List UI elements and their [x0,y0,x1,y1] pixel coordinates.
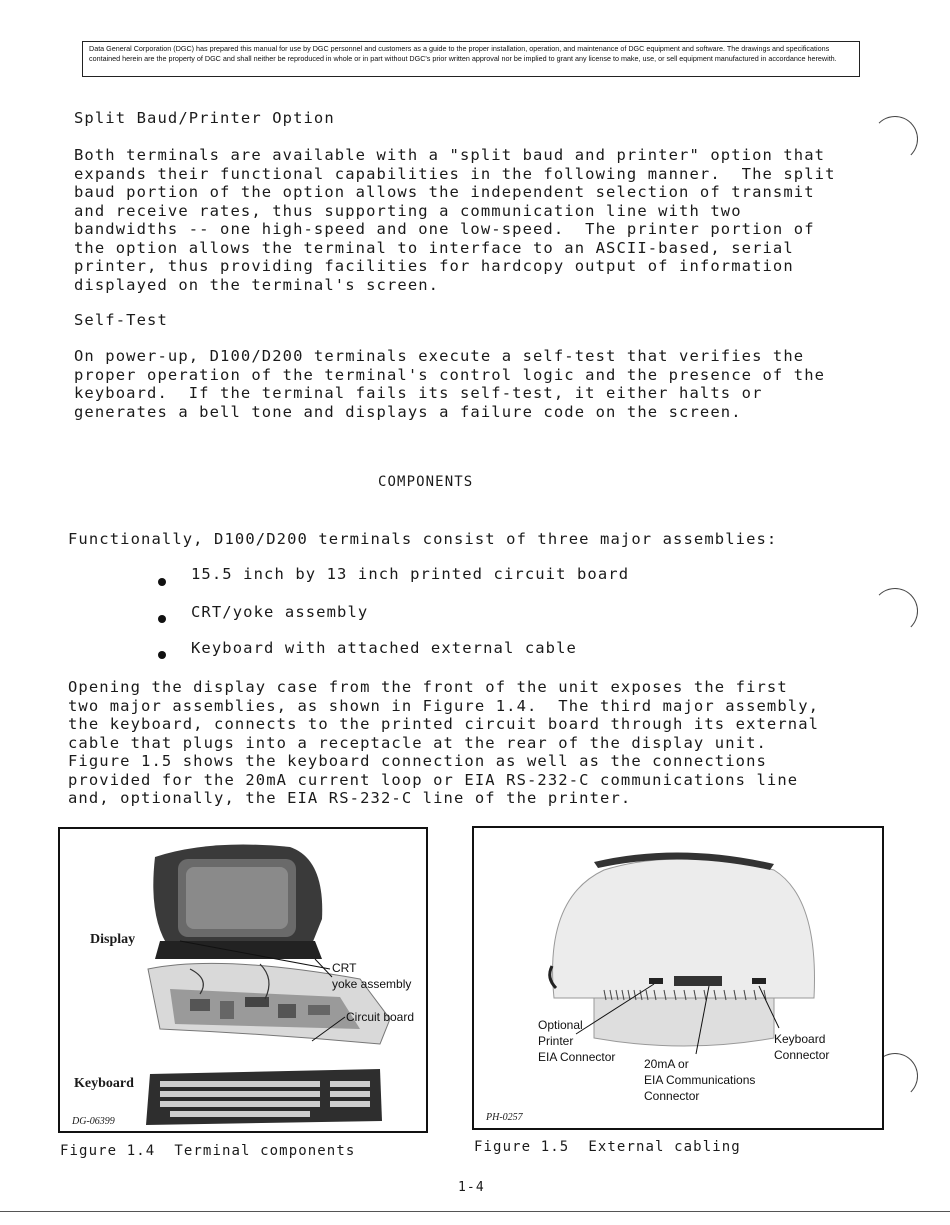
bottom-rule [0,1211,950,1212]
figure-code: PH-0257 [486,1112,523,1123]
section-heading-split-baud: Split Baud/Printer Option [74,109,335,127]
text-line: Both terminals are available with a "split baud and printer" option that [74,146,826,164]
text-line: Figure 1.5 shows the keyboard connection as well as the connections [68,752,767,770]
section-heading-self-test: Self-Test [74,311,168,329]
opening-paragraph [68,678,819,808]
text-line: displayed on the terminal's screen. [74,275,440,294]
label-keyboard: Keyboard [774,1032,826,1046]
text-line: two major assemblies, as shown in Figure 1.4. The third major assembly, [68,696,820,715]
text-line: cable that plugs into a receptacle at the rear of the display unit. [68,733,767,752]
label-circuit-board: Circuit board [346,1010,415,1024]
figure-1-4-caption: Figure 1.4 Terminal components [60,1143,356,1159]
figure-1-5 [472,826,884,1130]
label-comm-connector: Connector [644,1089,700,1103]
figure-1-5-caption: Figure 1.5 External cabling [474,1139,741,1155]
bullet-icon [158,651,166,659]
text-line: and receive rates, thus supporting a communication line with two [74,201,742,220]
label-keyboard: Keyboard [74,1076,134,1091]
text-line: provided for the 20mA current loop or EIA RS-232-C communications line [68,770,799,789]
label-optional: Optional [538,1018,583,1032]
components-intro: Functionally, D100/D200 terminals consist of three major assemblies: [68,530,778,548]
bullet-icon [158,578,166,586]
text-line: the option allows the terminal to interface to an ASCII-based, serial [74,238,794,257]
bullet-item: 15.5 inch by 13 inch printed circuit board [191,565,630,583]
label-display: Display [90,932,136,947]
label-20ma: 20mA or [644,1057,689,1071]
copyright-notice: Data General Corporation (DGC) has prepared this manual for use by DGC personnel and customers as a guide to the proper installation, operation, and maintenance of DGC equipment and software. The drawings and specifications contained herein are the property of DGC and shall neither be reproduced in whole or in part without DGC's prior written approval nor be implied to grant any license to make, use, or sell equipment manufactured in accordance herewith. [82,41,860,77]
page-number: 1-4 [458,1180,485,1195]
text-line: Opening the display case from the front of the unit exposes the first [68,678,788,696]
margin-arc [872,588,918,634]
split-baud-paragraph [74,146,836,294]
text-line: On power-up, D100/D200 terminals execute a self-test that verifies the [74,347,805,365]
figure-1-4 [58,827,428,1133]
text-line: printer, thus providing facilities for hardcopy output of information [74,257,794,275]
bullet-item: Keyboard with attached external cable [191,639,577,657]
text-line: baud portion of the option allows the independent selection of transmit [74,183,815,201]
label-eia-connector: EIA Connector [538,1050,616,1064]
bullet-item: CRT/yoke assembly [191,603,369,621]
margin-arc [872,116,918,162]
components-heading: COMPONENTS [378,474,474,490]
bullet-icon [158,615,166,623]
label-eia-communications: EIA Communications [644,1073,756,1087]
text-line: the keyboard, connects to the printed circuit board through its external [68,715,820,733]
text-line: and, optionally, the EIA RS-232-C line of the printer. [68,789,632,807]
text-line: generates a bell tone and displays a failure code on the screen. [74,402,742,421]
label-crt: CRT [332,961,357,975]
label-keyboard-connector: Connector [774,1048,830,1062]
text-line: proper operation of the terminal's control logic and the presence of the [74,365,826,384]
text-line: keyboard. If the terminal fails its self-test, it either halts or [74,384,763,402]
text-line: expands their functional capabilities in the following manner. The split [74,164,836,183]
text-line: bandwidths -- one high-speed and one low-speed. The printer portion of [74,220,815,238]
figure-code: DG-06399 [72,1116,115,1127]
self-test-paragraph [74,347,825,421]
label-yoke-assembly: yoke assembly [332,977,412,991]
label-printer: Printer [538,1034,574,1048]
